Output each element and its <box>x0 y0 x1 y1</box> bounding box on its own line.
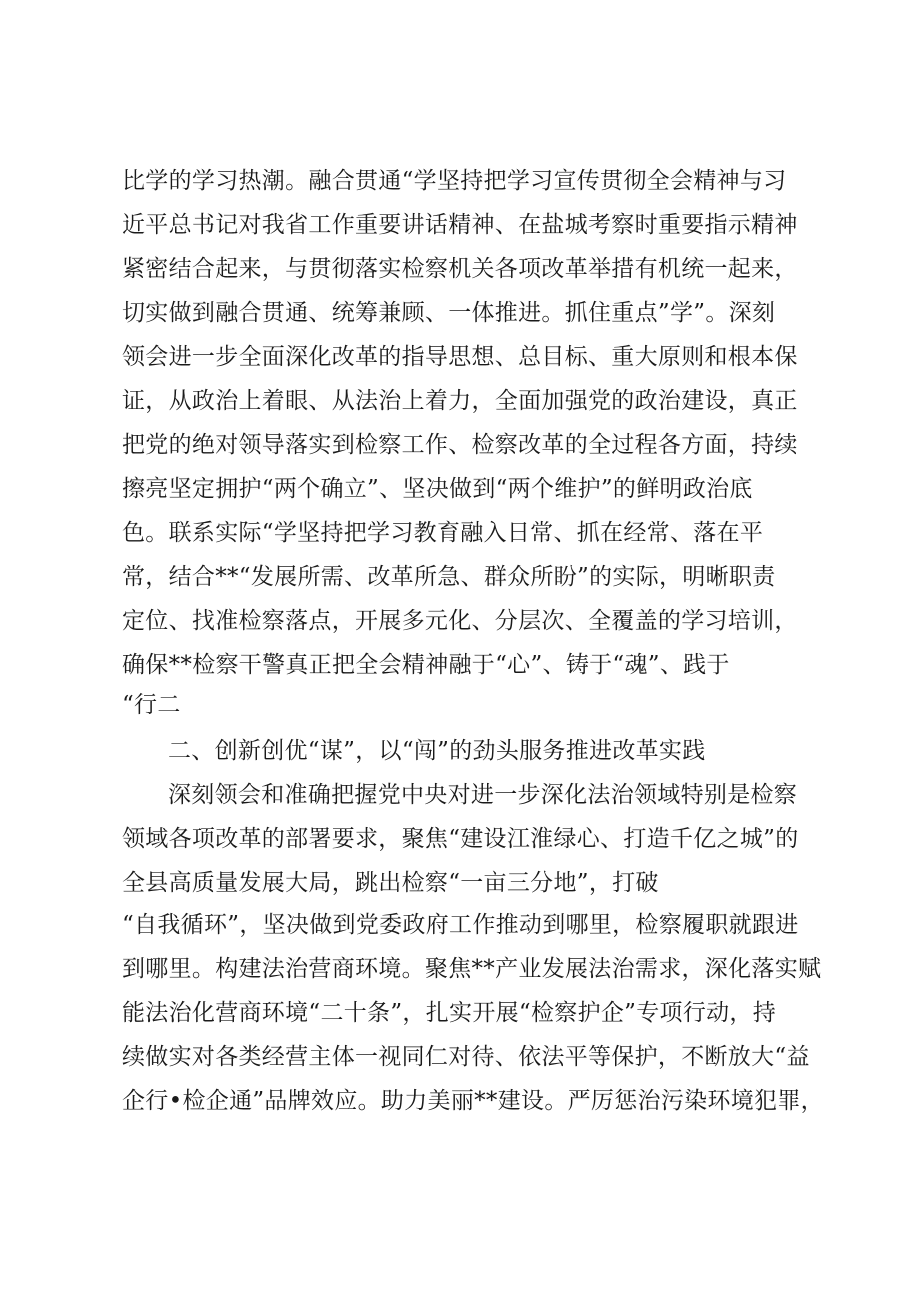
paragraph-line: 领会进一步全面深化改革的指导思想、总目标、重大原则和根本保 <box>122 344 798 370</box>
paragraph-line: 切实做到融合贯通、统筹兼顾、一体推进。抓住重点”学”。深刻 <box>122 300 776 326</box>
section-heading: 二、创新创优“谋”，以“闯”的劲头服务推进改革实践 <box>168 738 706 764</box>
paragraph-line: “自我循环”，坚决做到党委政府工作推动到哪里，检察履职就跟进 <box>122 912 799 938</box>
paragraph-line: 比学的学习热潮。融合贯通“学坚持把学习宣传贯彻全会精神与习 <box>122 168 787 194</box>
paragraph-line: 续做实对各类经营主体一视同仁对待、依法平等保护，不断放大“益 <box>122 1044 810 1070</box>
paragraph-line: 全县高质量发展大局，跳出检察“一亩三分地”，打破 <box>122 870 659 896</box>
paragraph-line: 近平总书记对我省工作重要讲话精神、在盐城考察时重要指示精神 <box>122 212 798 238</box>
paragraph-line: 确保**检察干警真正把全会精神融于“心”、铸于“魂”、践于 <box>122 652 730 678</box>
paragraph-line: 色。联系实际“学坚持把学习教育融入日常、抓在经常、落在平 <box>122 520 764 546</box>
paragraph-line: 领域各项改革的部署要求，聚焦“建设江淮绿心、打造千亿之城”的 <box>122 826 799 852</box>
paragraph-line: 擦亮坚定拥护“两个确立”、坚决做到“两个维护”的鲜明政治底 <box>122 476 753 502</box>
paragraph-line: 常，结合**“发展所需、改革所急、群众所盼”的实际，明晰职责 <box>122 564 776 590</box>
paragraph-line: 紧密结合起来，与贯彻落实检察机关各项改革举措有机统一起来， <box>122 256 798 282</box>
paragraph-line: 到哪里。构建法治营商环境。聚焦**产业发展法治需求，深化落实赋 <box>122 956 822 982</box>
paragraph-line: “行二 <box>122 692 181 718</box>
paragraph-line: 深刻领会和准确把握党中央对进一步深化法治领域特别是检察 <box>168 782 798 808</box>
paragraph-line: 把党的绝对领导落实到检察工作、检察改革的全过程各方面，持续 <box>122 432 798 458</box>
paragraph-line: 能法治化营商环境“二十条”，扎实开展“检察护企”专项行动，持 <box>122 1000 777 1026</box>
paragraph-line: 定位、找准检察落点，开展多元化、分层次、全覆盖的学习培训， <box>122 608 798 634</box>
paragraph-line: 证，从政治上着眼、从法治上着力，全面加强党的政治建设，真正 <box>122 388 798 414</box>
paragraph-line: 企行•检企通”品牌效应。助力美丽**建设。严厉惩治污染环境犯罪， <box>122 1088 824 1114</box>
